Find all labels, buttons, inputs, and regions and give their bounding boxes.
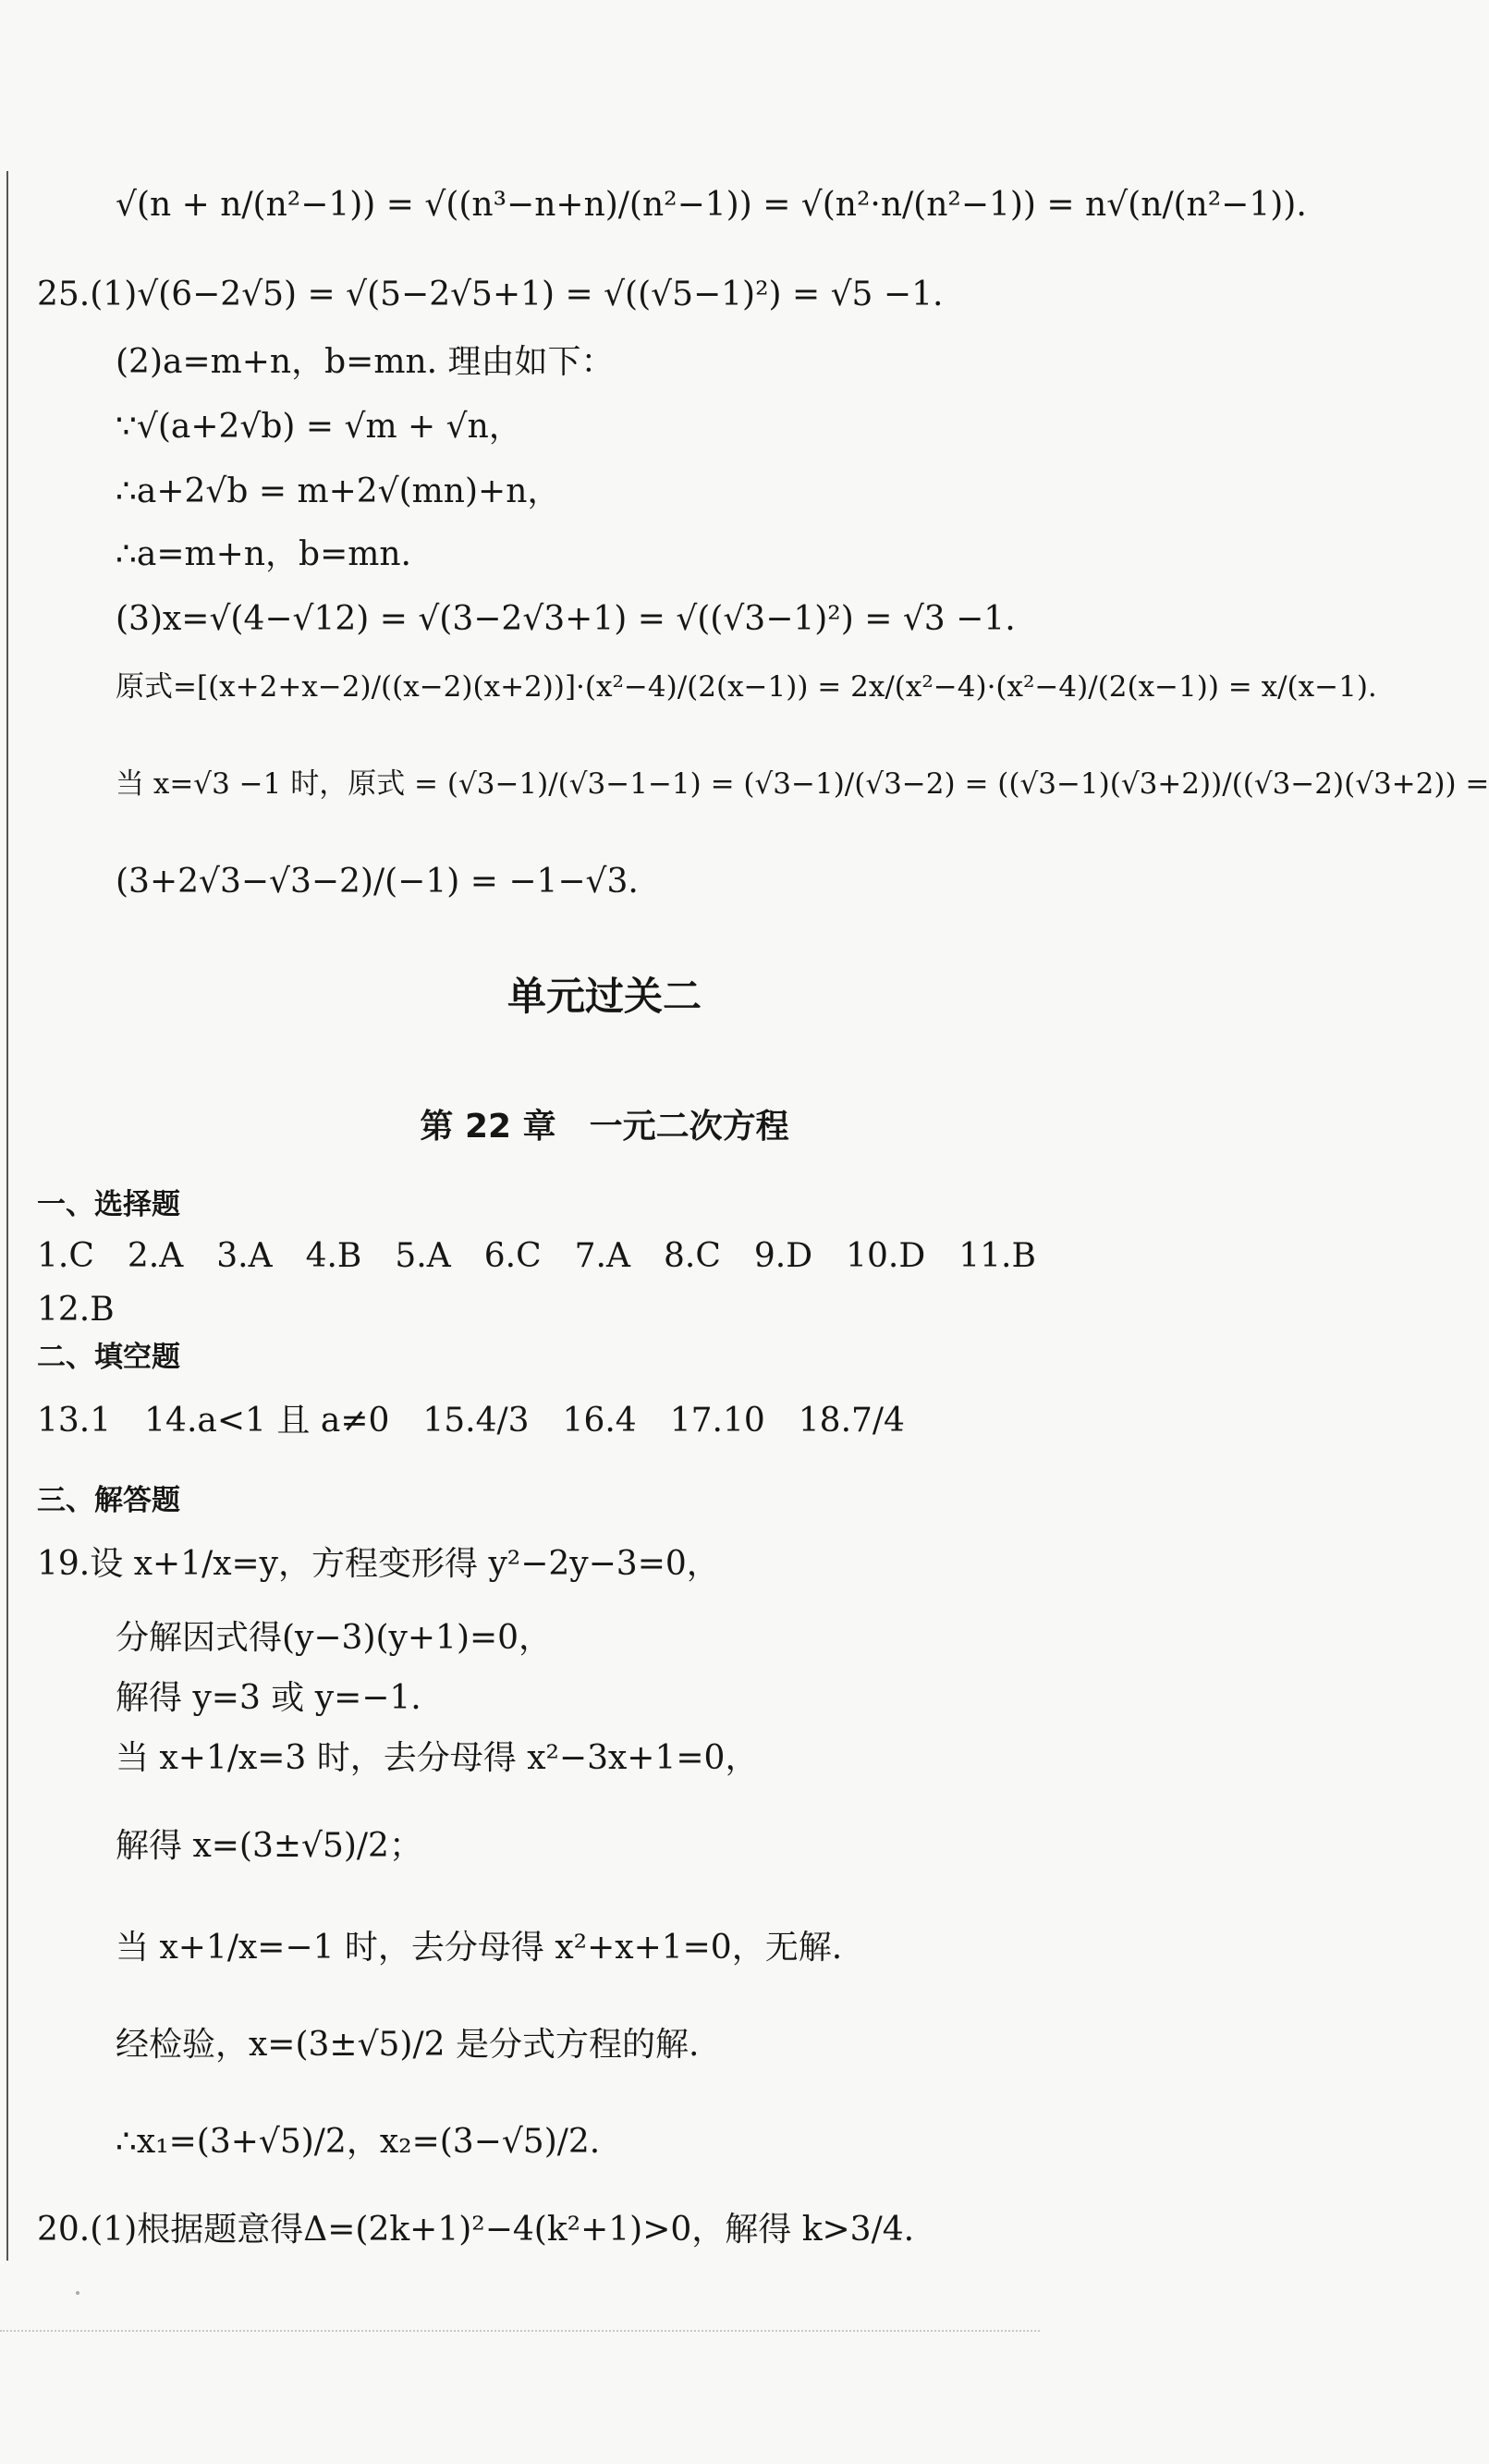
equation-line: ∴a+2√b = m+2√(mn)+n， (116, 472, 561, 510)
equation-line: 当 x=√3 −1 时，原式 = (√3−1)/(√3−1−1) = (√3−1)/(√3−2) = ((√3−1)(√3+2))/((√3−2)(√3+2)) = (116, 767, 1489, 801)
equation-line: ∵√(a+2√b) = √m + √n， (116, 408, 522, 446)
problem-20-line: 20.(1)根据题意得Δ=(2k+1)²−4(k²+1)>0，解得 k>3/4. (37, 2211, 915, 2249)
chapter-title: 第 22 章 一元二次方程 (420, 1108, 789, 1146)
problem-19-line: 分解因式得(y−3)(y+1)=0， (116, 1619, 553, 1657)
problem-19-line: 当 x+1/x=3 时，去分母得 x²−3x+1=0， (116, 1739, 759, 1777)
fill-answers-line: 13.1 14.a<1 且 a≠0 15.4/3 16.4 17.10 18.7/4 (37, 1402, 905, 1440)
problem-25-part-2: (2)a=m+n，b=mn. 理由如下： (116, 343, 615, 381)
problem-19-line: 解得 x=(3±√5)/2； (116, 1827, 422, 1865)
page-margin-line (6, 171, 8, 2261)
stray-dot (76, 2291, 79, 2295)
unit-title: 单元过关二 (507, 974, 702, 1019)
equation-line: (3+2√3−√3−2)/(−1) = −1−√3. (116, 863, 639, 901)
problem-25-part-3: (3)x=√(4−√12) = √(3−2√3+1) = √((√3−1)²) = √3 −1. (116, 600, 1016, 638)
problem-19-line: 经检验，x=(3±√5)/2 是分式方程的解. (116, 2026, 700, 2064)
problem-19-line: 19.设 x+1/x=y，方程变形得 y²−2y−3=0， (37, 1545, 720, 1583)
problem-19-line: ∴x₁=(3+√5)/2，x₂=(3−√5)/2. (116, 2123, 601, 2161)
equation-line: ∴a=m+n，b=mn. (116, 535, 411, 573)
problem-19-line: 当 x+1/x=−1 时，去分母得 x²+x+1=0，无解. (116, 1929, 843, 1967)
problem-25-part-1: 25.(1)√(6−2√5) = √(5−2√5+1) = √((√5−1)²) = √5 −1. (37, 276, 944, 313)
choice-answers-line-2: 12.B (37, 1291, 115, 1329)
section-title-fill: 二、填空题 (37, 1341, 180, 1374)
equation-line: √(n + n/(n²−1)) = √((n³−n+n)/(n²−1)) = √(n²·n/(n²−1)) = n√(n/(n²−1)). (116, 186, 1307, 224)
choice-answers-line-1: 1.C 2.A 3.A 4.B 5.A 6.C 7.A 8.C 9.D 10.D 11.B (37, 1237, 1036, 1275)
section-title-choice: 一、选择题 (37, 1188, 180, 1221)
bottom-dotted-divider (0, 2330, 1040, 2332)
section-title-solve: 三、解答题 (37, 1484, 180, 1517)
problem-19-line: 解得 y=3 或 y=−1. (116, 1679, 421, 1717)
equation-line: 原式=[(x+2+x−2)/((x−2)(x+2))]·(x²−4)/(2(x−1)) = 2x/(x²−4)·(x²−4)/(2(x−1)) = x/(x−1). (116, 670, 1377, 704)
